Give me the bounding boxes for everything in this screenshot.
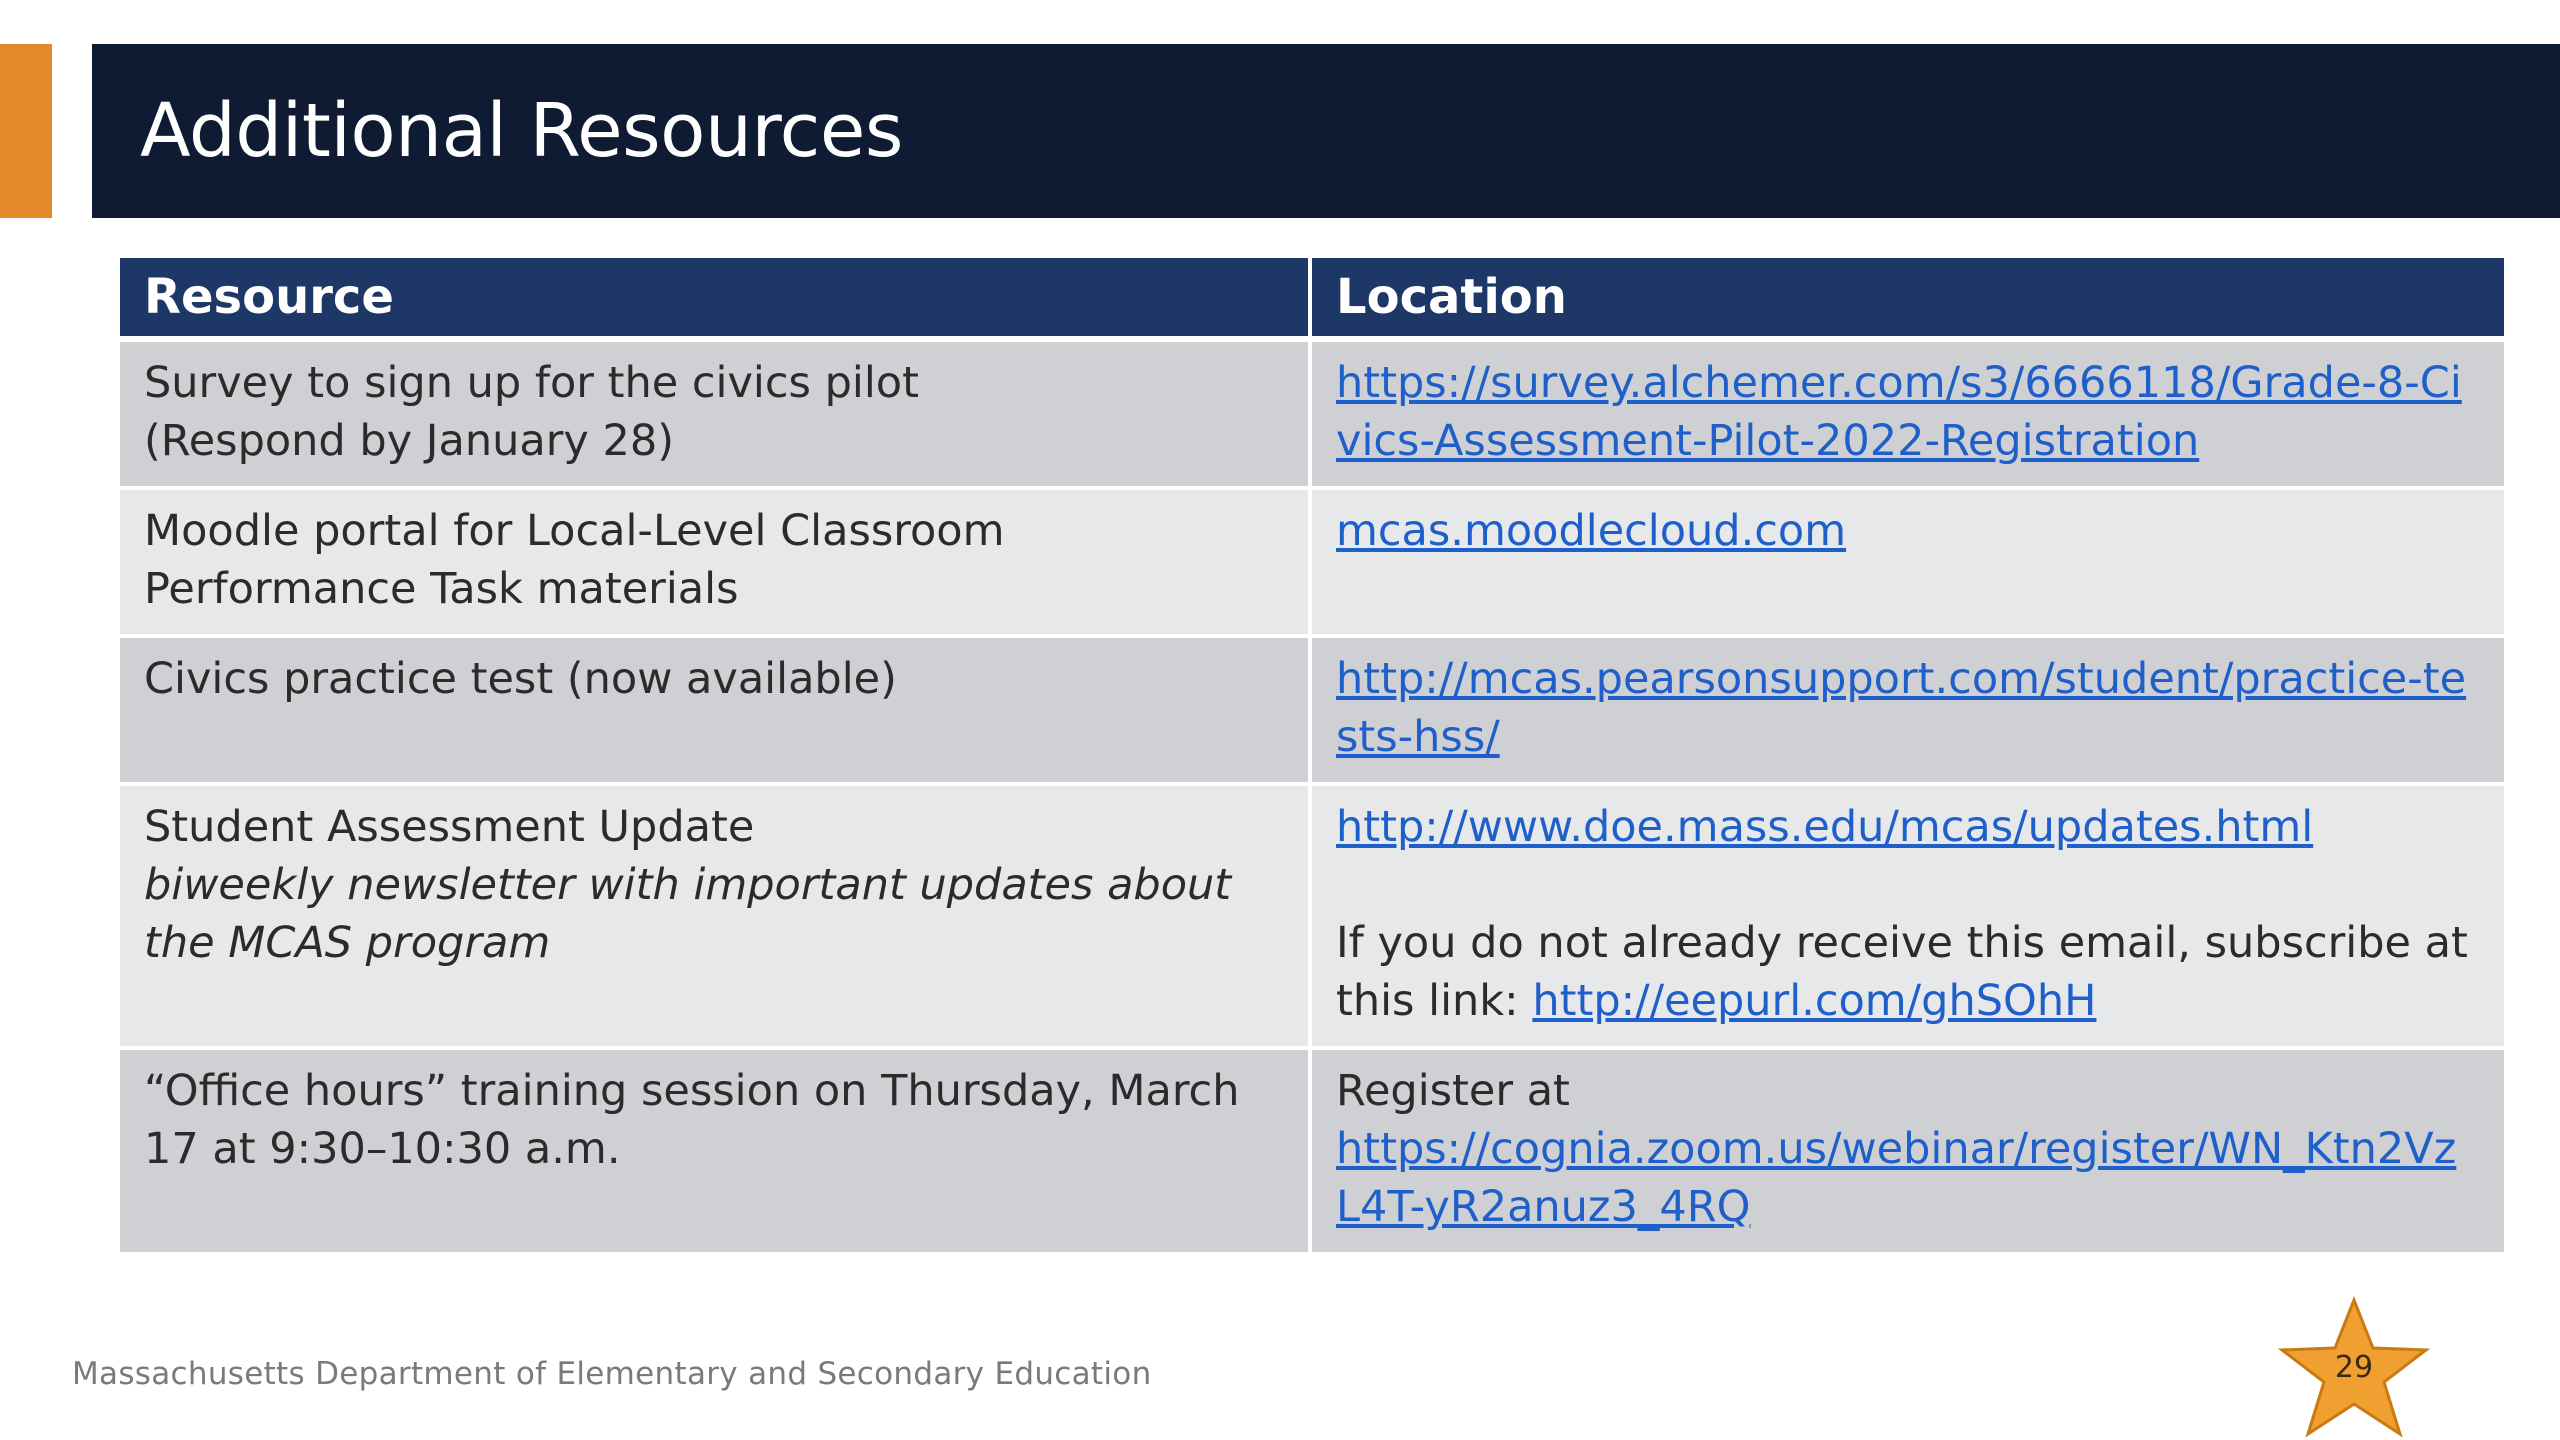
resource-cell: [120, 339, 1310, 488]
title-bar: [92, 44, 2560, 218]
updates-link[interactable]: http://www.doe.mass.edu/mcas/updates.html: [1336, 802, 2314, 852]
table-row: [120, 339, 2504, 488]
subscribe-link[interactable]: http://eepurl.com/ghSOhH: [1532, 976, 2097, 1026]
location-cell: [1310, 784, 2504, 1048]
column-header-resource: Resource: [120, 258, 1310, 339]
resource-text: Student Assessment Update: [144, 802, 755, 852]
table-row: [120, 1048, 2504, 1254]
location-cell: [1310, 339, 2504, 488]
resources-table: [120, 258, 2504, 1256]
resource-cell: [120, 488, 1310, 636]
location-cell: [1310, 488, 2504, 636]
practice-test-link[interactable]: http://mcas.pearsonsupport.com/student/practice-tests-hss/: [1336, 654, 2467, 762]
accent-bar: [0, 44, 52, 218]
resource-cell: [120, 1048, 1310, 1254]
table-row: [120, 636, 2504, 784]
table-header-row: [120, 258, 2504, 339]
subscribe-text: If you do not already receive this email, subscribe at this link:: [1336, 918, 2468, 1026]
webinar-link[interactable]: https://cognia.zoom.us/webinar/register/WN_Ktn2VzL4T-yR2anuz3_4RQ: [1336, 1124, 2457, 1232]
footer-text: Massachusetts Department of Elementary and Secondary Education: [72, 1356, 1152, 1392]
resource-cell: [120, 636, 1310, 784]
spacer: [1336, 856, 2480, 914]
column-header-location: Location: [1310, 258, 2504, 339]
table-row: [120, 488, 2504, 636]
location-cell: [1310, 636, 2504, 784]
survey-link[interactable]: https://survey.alchemer.com/s3/6666118/Grade-8-Civics-Assessment-Pilot-2022-Registration: [1336, 358, 2462, 466]
resource-cell: [120, 784, 1310, 1048]
register-text: Register at: [1336, 1066, 1570, 1116]
resource-note: biweekly newsletter with important updates about the MCAS program: [144, 860, 1232, 968]
table-row: [120, 784, 2504, 1048]
resource-text: (Respond by January 28): [144, 416, 674, 466]
resource-text: Moodle portal for Local-Level Classroom Performance Task materials: [144, 506, 1005, 614]
location-cell: [1310, 1048, 2504, 1254]
moodle-link[interactable]: mcas.moodlecloud.com: [1336, 506, 1847, 556]
slide-title: Additional Resources: [140, 88, 903, 174]
page-number: 29: [2334, 1350, 2374, 1385]
resource-text: Civics practice test (now available): [144, 654, 897, 704]
resource-text: “Office hours” training session on Thursday, March 17 at 9:30–10:30 a.m.: [144, 1066, 1240, 1174]
resource-text: Survey to sign up for the civics pilot: [144, 358, 919, 408]
